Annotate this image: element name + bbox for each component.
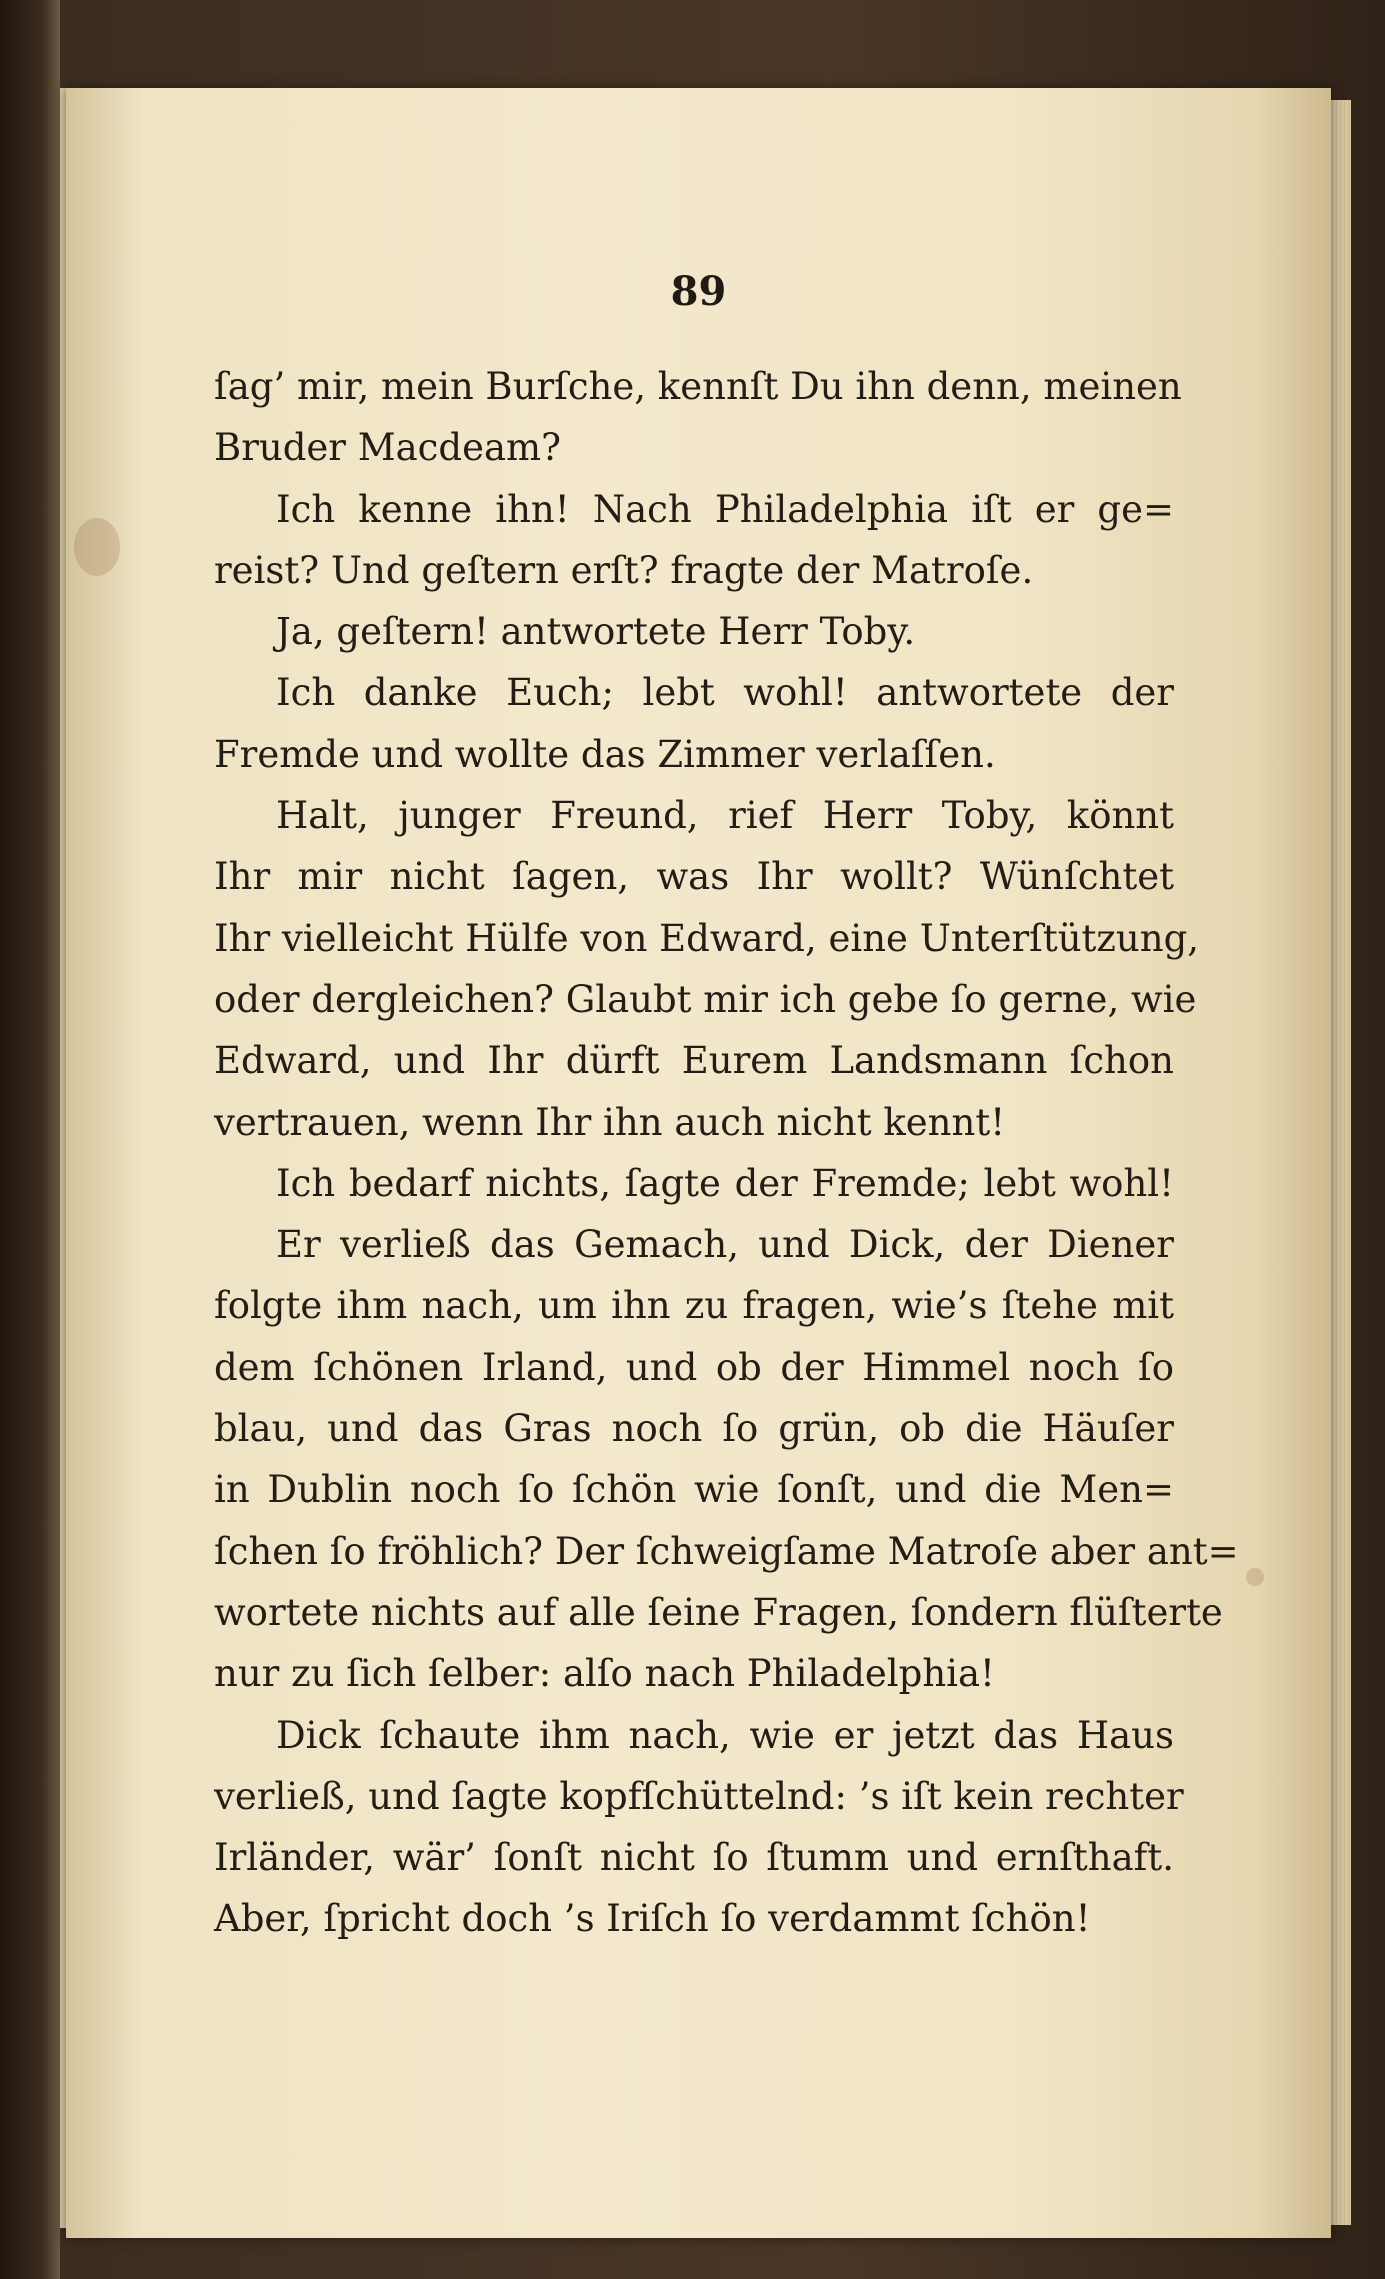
- text-line: Halt, junger Freund, rief Herr Toby, könnt: [276, 794, 1174, 838]
- text-line: Irländer, wär’ ſonſt nicht ſo ſtumm und ernſthaft.: [214, 1836, 1174, 1880]
- text-line: Aber, ſpricht doch ’s Iriſch ſo verdammt ſchön!: [214, 1897, 1091, 1941]
- text-line: reist? Und geſtern erſt? fragte der Matroſe.: [214, 548, 1034, 592]
- body-text: [214, 356, 1239, 1950]
- paper-page: [66, 88, 1331, 2238]
- text-line: Ihr vielleicht Hülfe von Edward, eine Unterſtützung,: [214, 916, 1200, 960]
- text-line: ſchen ſo fröhlich? Der ſchweigſame Matroſe aber ant=: [214, 1529, 1239, 1573]
- text-line: Ich kenne ihn! Nach Philadelphia iſt er ge=: [276, 487, 1174, 531]
- foxing-stain: [1246, 1568, 1264, 1586]
- text-line: blau, und das Gras noch ſo grün, ob die Häuſer: [214, 1407, 1174, 1451]
- text-line: Edward, und Ihr dürft Eurem Landsmann ſchon: [214, 1039, 1174, 1083]
- text-line: oder dergleichen? Glaubt mir ich gebe ſo gerne, wie: [214, 977, 1197, 1021]
- text-line: Ich danke Euch; lebt wohl! antwortete der: [276, 671, 1174, 715]
- text-line: nur zu ſich ſelber: alſo nach Philadelphia!: [214, 1652, 995, 1696]
- text-line: dem ſchönen Irland, und ob der Himmel noch ſo: [214, 1345, 1174, 1389]
- text-line: verließ, und ſagte kopfſchüttelnd: ’s iſt kein rechter: [214, 1774, 1184, 1818]
- text-line: ſag’ mir, mein Burſche, kennſt Du ihn denn, meinen: [214, 365, 1182, 408]
- text-line: Ihr mir nicht ſagen, was Ihr wollt? Wünſchtet: [214, 855, 1174, 899]
- text-line: Er verließ das Gemach, und Dick, der Diener: [276, 1223, 1174, 1267]
- page-number: 89: [670, 268, 727, 315]
- text-line: Dick ſchaute ihm nach, wie er jetzt das Haus: [276, 1713, 1174, 1757]
- page-stack-edges: [1331, 100, 1351, 2225]
- text-line: Ich bedarf nichts, ſagte der Fremde; lebt wohl!: [276, 1161, 1174, 1205]
- text-line: Bruder Macdeam?: [214, 426, 561, 470]
- text-line: wortete nichts auf alle ſeine Fragen, ſondern flüſterte: [214, 1590, 1223, 1634]
- text-line: Fremde und wollte das Zimmer verlaſſen.: [214, 732, 996, 776]
- text-line: vertrauen, wenn Ihr ihn auch nicht kennt!: [214, 1100, 1006, 1144]
- text-line: in Dublin noch ſo ſchön wie ſonſt, und die Men=: [214, 1468, 1174, 1512]
- text-line: folgte ihm nach, um ihn zu fragen, wie’s ſtehe mit: [214, 1284, 1174, 1328]
- text-line: Ja, geſtern! antwortete Herr Toby.: [276, 610, 916, 654]
- foxing-stain: [74, 518, 120, 576]
- book-binding: [0, 0, 60, 2279]
